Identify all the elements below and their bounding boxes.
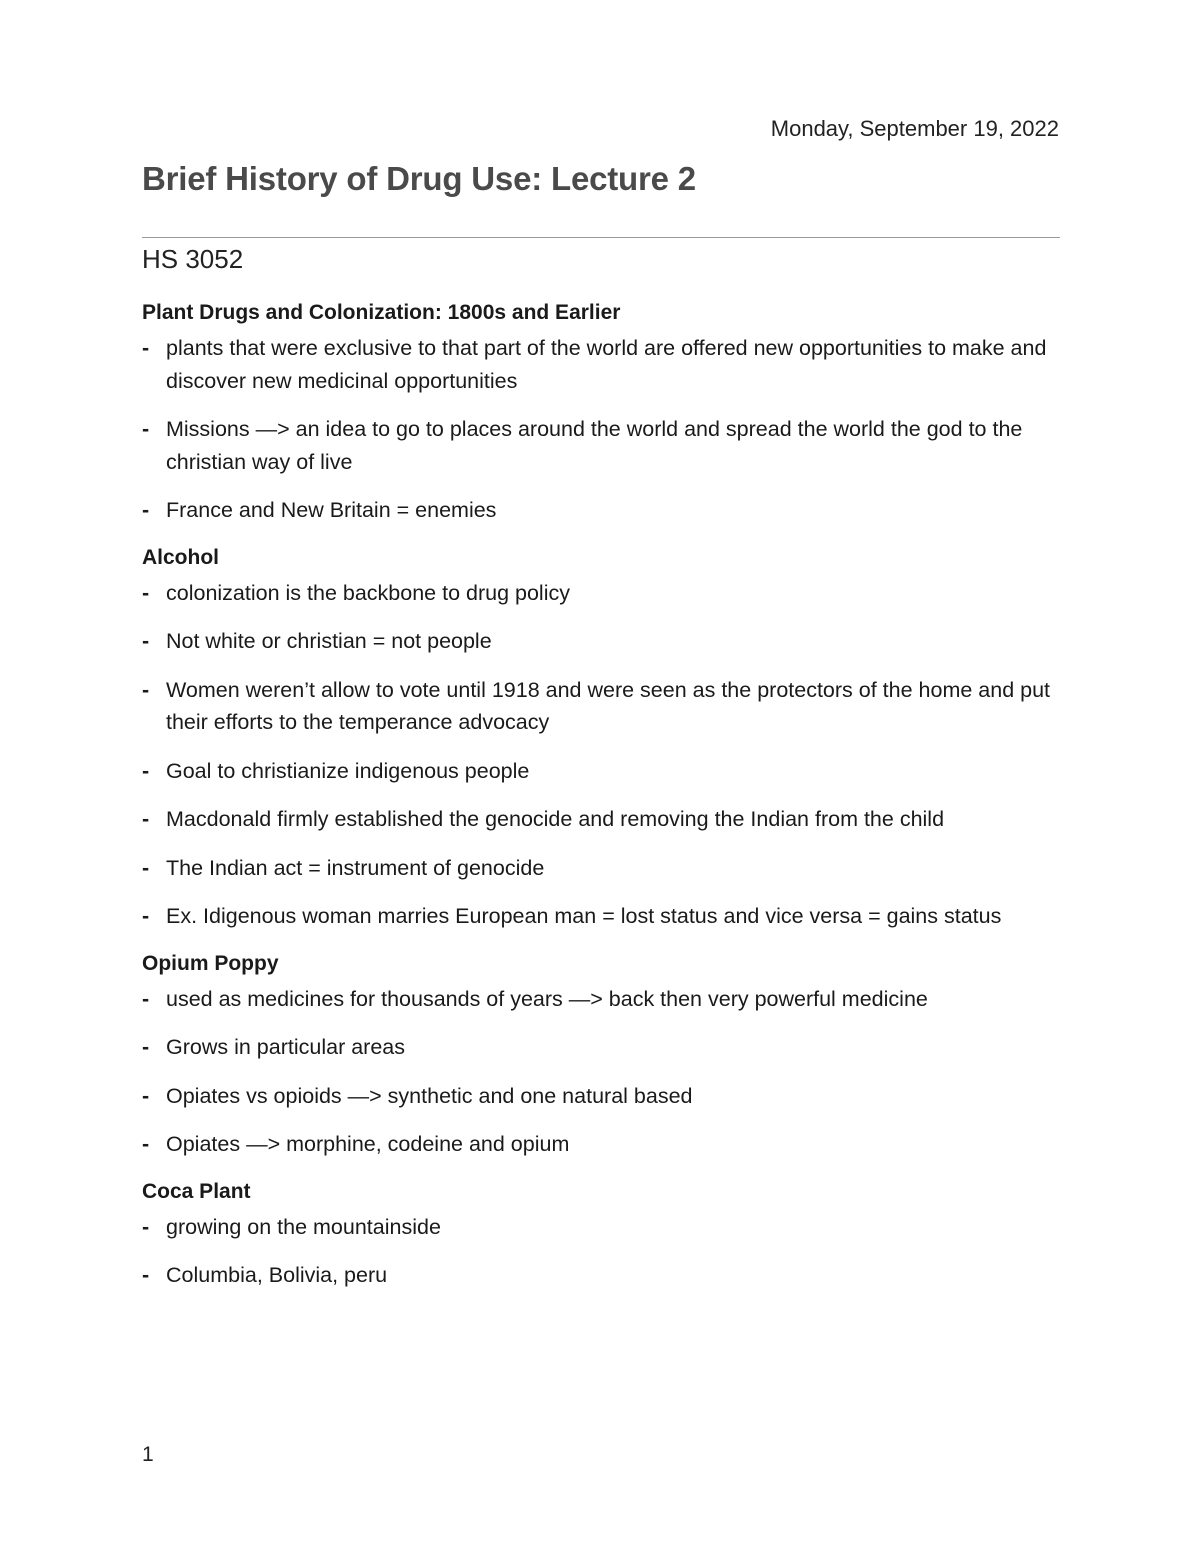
list-item <box>142 803 1060 836</box>
bullet-dash: - <box>142 1035 150 1059</box>
title-divider <box>142 237 1060 238</box>
bullet-dash: - <box>142 629 150 653</box>
bullet-list <box>142 1211 1060 1292</box>
section-heading: Coca Plant <box>142 1179 251 1203</box>
bullet-dash: - <box>142 1132 150 1156</box>
list-item <box>142 1031 1060 1064</box>
section-alcohol <box>142 543 1060 933</box>
list-item <box>142 900 1060 933</box>
list-item-text: Grows in particular areas <box>166 1035 405 1059</box>
page-number: 1 <box>142 1443 154 1466</box>
bullet-dash: - <box>142 336 150 360</box>
list-item <box>142 983 1060 1016</box>
list-item <box>142 577 1060 610</box>
bullet-dash: - <box>142 417 150 441</box>
bullet-dash: - <box>142 498 150 522</box>
bullet-list <box>142 983 1060 1161</box>
bullet-dash: - <box>142 1083 150 1108</box>
section-heading: Opium Poppy <box>142 951 279 975</box>
list-item <box>142 852 1060 885</box>
list-item <box>142 1211 1060 1244</box>
bullet-dash: - <box>142 855 150 880</box>
list-item-text: plants that were exclusive to that part of the world are offered new opportunities to make and discover new medicinal opportunities <box>166 336 1047 393</box>
list-item-text: colonization is the backbone to drug policy <box>166 580 570 605</box>
list-item <box>142 1128 1060 1161</box>
bullet-dash: - <box>142 986 150 1011</box>
list-item-text: growing on the mountainside <box>166 1214 441 1239</box>
bullet-dash: - <box>142 904 150 928</box>
list-item-text: Macdonald firmly established the genocide and removing the Indian from the child <box>166 807 945 831</box>
list-item-text: Not white or christian = not people <box>166 629 492 653</box>
bullet-dash: - <box>142 580 150 605</box>
list-item-text: used as medicines for thousands of years —> back then very powerful medicine <box>166 986 928 1011</box>
list-item-text: Missions —> an idea to go to places around the world and spread the world the god to the christian way of live <box>166 417 1023 474</box>
list-item-text: Columbia, Bolivia, peru <box>166 1263 388 1287</box>
bullet-dash: - <box>142 807 150 831</box>
course-code: HS 3052 <box>142 244 244 274</box>
list-item <box>142 755 1060 788</box>
bullet-list <box>142 332 1060 527</box>
section-plant-drugs <box>142 298 1060 527</box>
section-opium-poppy <box>142 949 1060 1161</box>
bullet-dash: - <box>142 1214 150 1239</box>
list-item <box>142 1080 1060 1113</box>
document-date: Monday, September 19, 2022 <box>770 116 1059 141</box>
list-item-text: France and New Britain = enemies <box>166 498 497 522</box>
list-item-text: Opiates vs opioids —> synthetic and one natural based <box>166 1083 693 1108</box>
list-item <box>142 332 1060 397</box>
section-heading: Alcohol <box>142 545 219 569</box>
list-item-text: The Indian act = instrument of genocide <box>166 855 545 880</box>
bullet-dash: - <box>142 1263 150 1287</box>
list-item <box>142 494 1060 527</box>
list-item <box>142 674 1060 739</box>
list-item <box>142 1259 1060 1292</box>
document-title: Brief History of Drug Use: Lecture 2 <box>142 160 696 197</box>
list-item-text: Goal to christianize indigenous people <box>166 758 530 783</box>
section-coca-plant <box>142 1177 1060 1292</box>
section-heading: Plant Drugs and Colonization: 1800s and Earlier <box>142 301 621 324</box>
bullet-dash: - <box>142 677 150 702</box>
list-item-text: Women weren’t allow to vote until 1918 and were seen as the protectors of the home and put their efforts to the temperance advocacy <box>166 677 1051 734</box>
list-item <box>142 413 1060 478</box>
list-item-text: Opiates —> morphine, codeine and opium <box>166 1132 570 1156</box>
bullet-list <box>142 577 1060 933</box>
list-item <box>142 625 1060 658</box>
list-item-text: Ex. Idigenous woman marries European man = lost status and vice versa = gains status <box>166 904 1002 928</box>
bullet-dash: - <box>142 758 150 783</box>
notes-body <box>142 298 1060 1308</box>
